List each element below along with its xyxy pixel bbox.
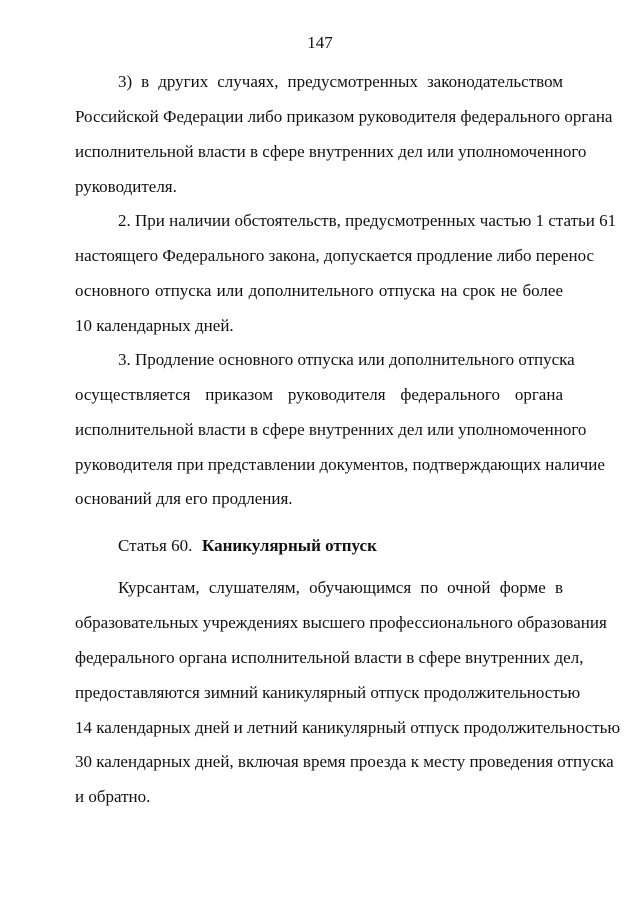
article-line: 30 календарных дней, включая время проезда к месту проведения отпуска	[75, 752, 614, 771]
paragraph-line: Российской Федерации либо приказом руководителя федерального органа	[75, 107, 613, 126]
paragraph-line: 2. При наличии обстоятельств, предусмотренных частью 1 статьи 61	[118, 211, 617, 230]
article-line: предоставляются зимний каникулярный отпуск продолжительностью	[75, 683, 581, 702]
article-line: Курсантам, слушателям, обучающимся по очной форме в	[118, 578, 563, 597]
paragraph-line: 3) в других случаях, предусмотренных законодательством	[118, 72, 563, 91]
paragraph-line: 10 календарных дней.	[75, 316, 234, 335]
paragraph-line: осуществляется приказом руководителя федерального органа	[75, 385, 563, 404]
article-title: Каникулярный отпуск	[202, 536, 377, 555]
paragraph-line: руководителя.	[75, 177, 177, 196]
article-heading	[118, 536, 377, 556]
paragraph-line: оснований для его продления.	[75, 489, 293, 508]
article-line: 14 календарных дней и летний каникулярный отпуск продолжительностью	[75, 718, 621, 737]
paragraph-line: исполнительной власти в сфере внутренних дел или уполномоченного	[75, 142, 587, 161]
paragraph-line: настоящего Федерального закона, допускается продление либо перенос	[75, 246, 595, 265]
article-line: федерального органа исполнительной власти в сфере внутренних дел,	[75, 648, 584, 667]
paragraph-line: 3. Продление основного отпуска или дополнительного отпуска	[118, 350, 575, 369]
article-line: образовательных учреждениях высшего профессионального образования	[75, 613, 607, 632]
article-line: и обратно.	[75, 787, 151, 806]
paragraph-line: основного отпуска или дополнительного отпуска на срок не более	[75, 281, 563, 300]
page-number: 147	[307, 33, 333, 52]
paragraph-line: руководителя при представлении документов, подтверждающих наличие	[75, 455, 605, 474]
paragraph-line: исполнительной власти в сфере внутренних дел или уполномоченного	[75, 420, 587, 439]
article-number: Статья 60.	[118, 536, 193, 555]
